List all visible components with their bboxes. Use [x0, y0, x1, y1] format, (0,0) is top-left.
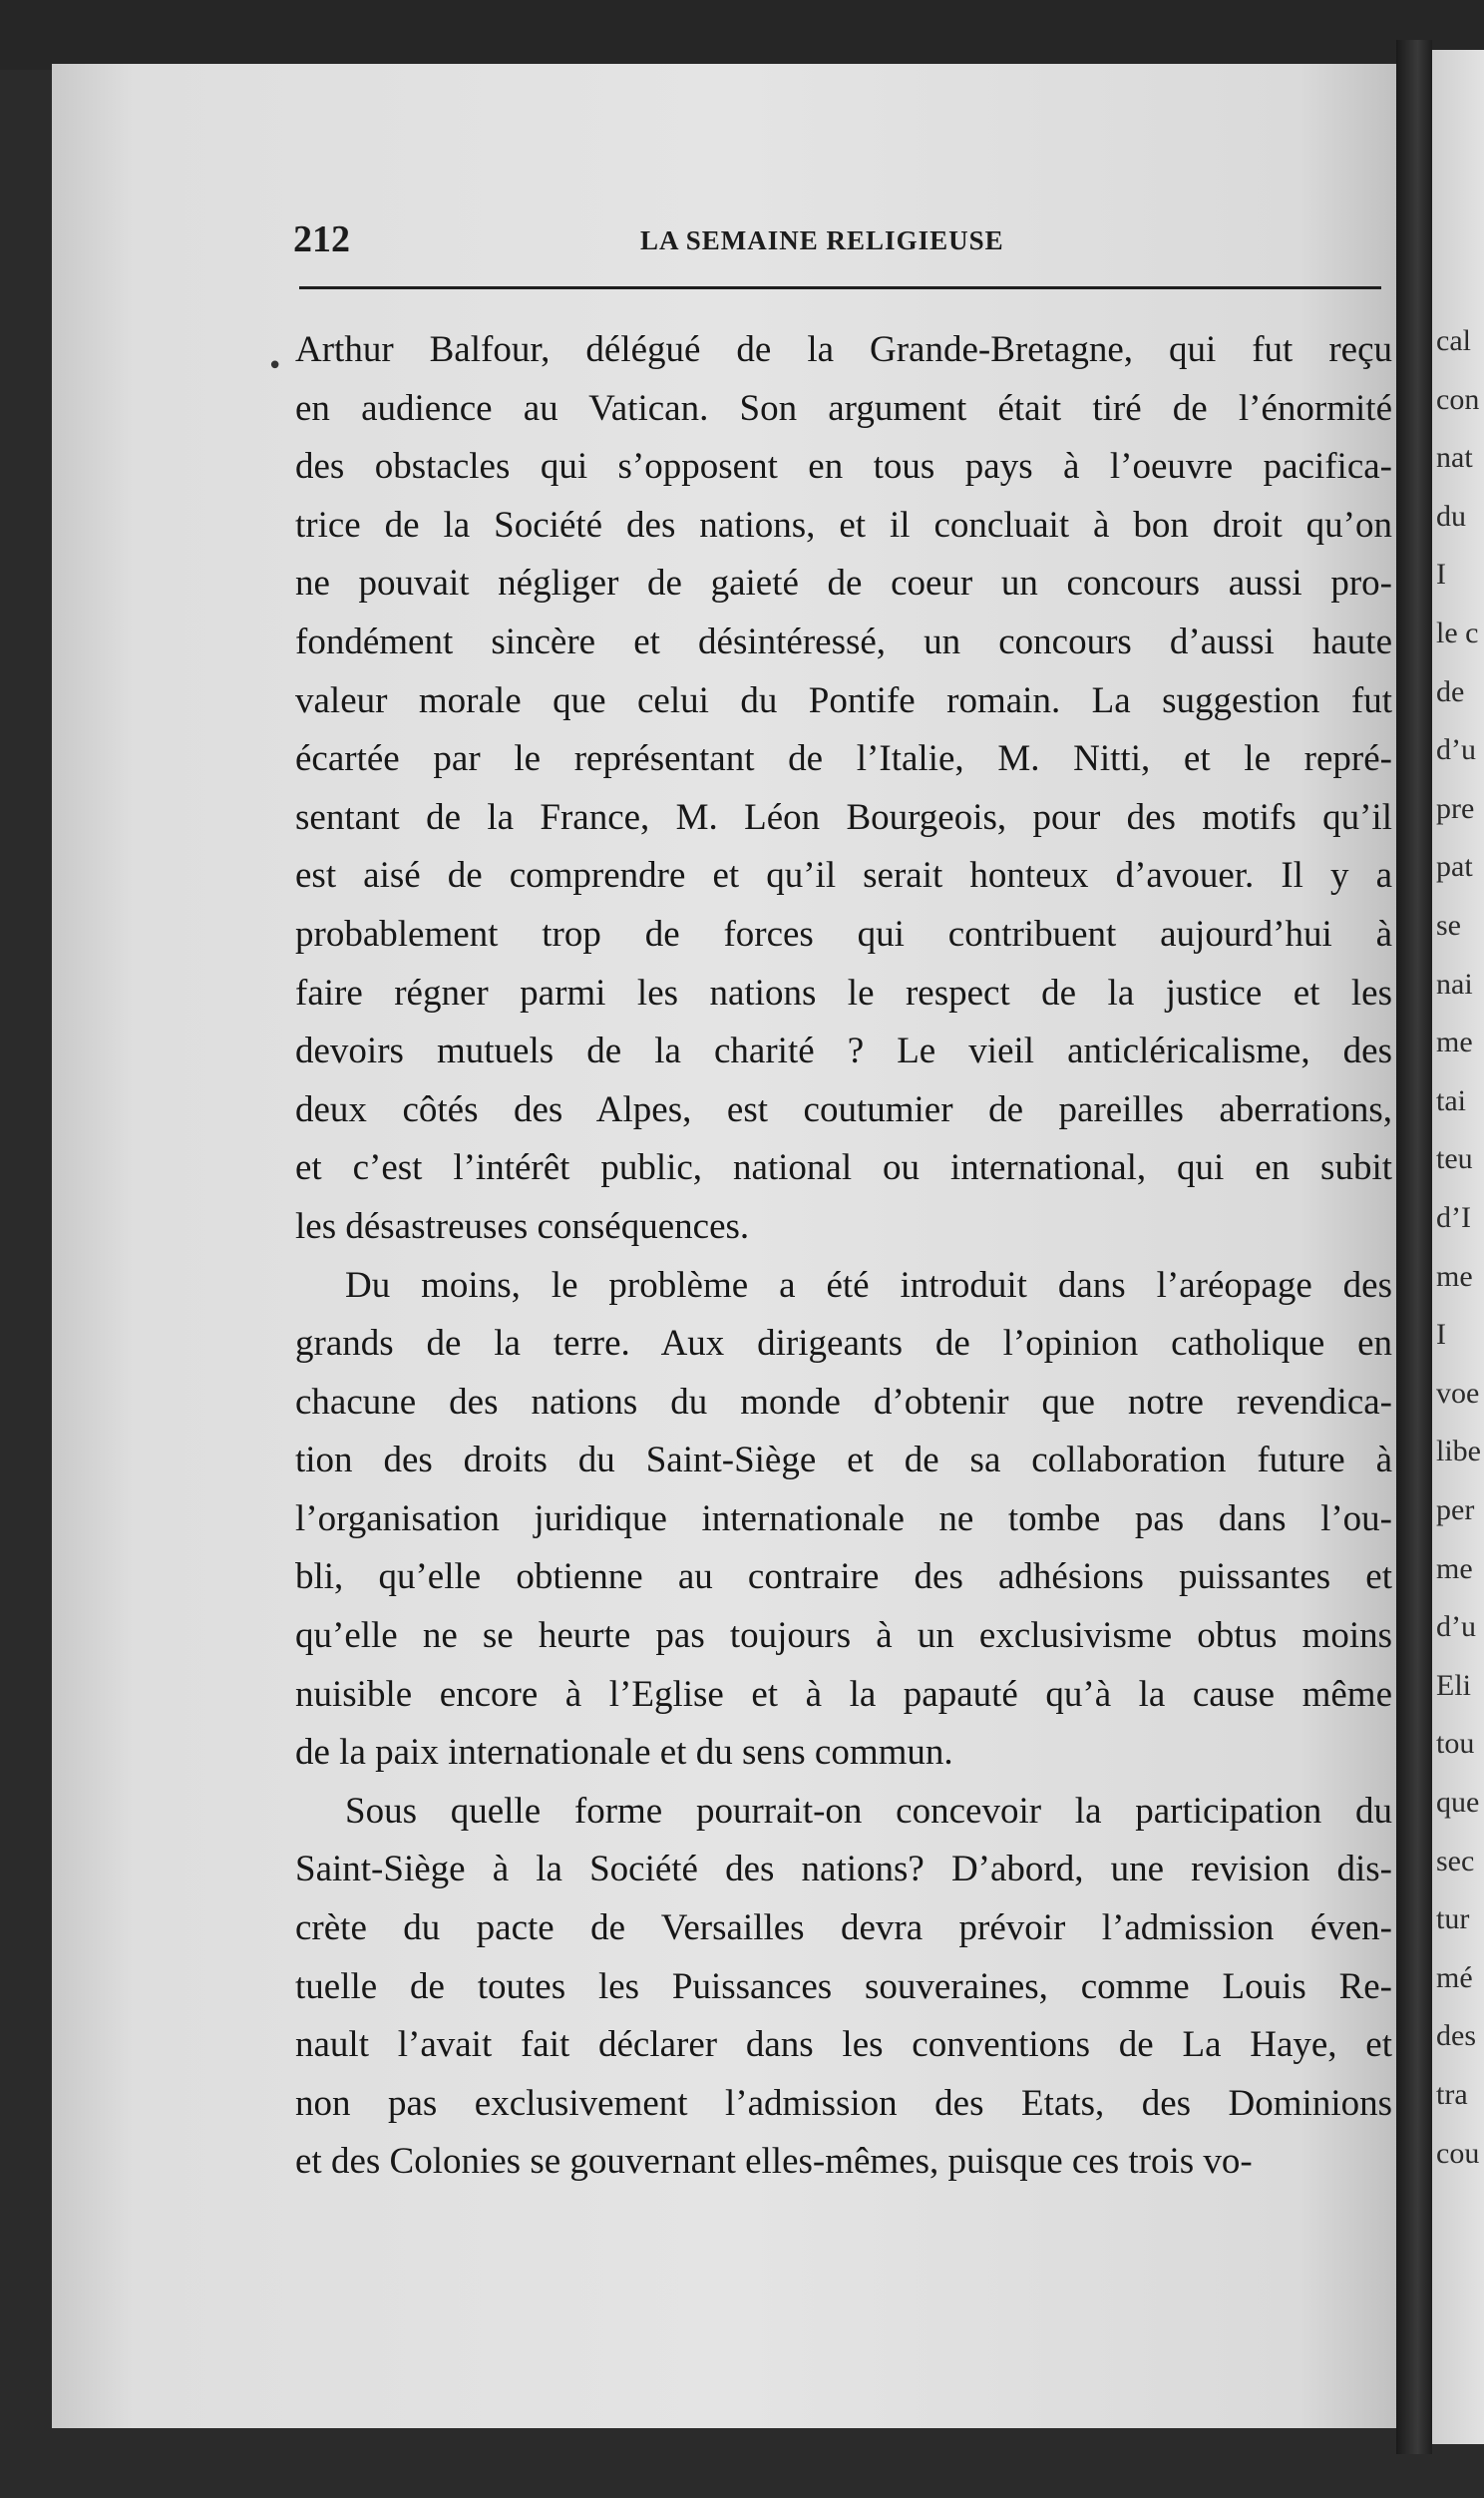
text-line: écartée par le représentant de l’Italie, M. Nitti, et le repré- — [295, 738, 1392, 780]
text-line: bli, qu’elle obtienne au contraire des adhésions puissantes et — [295, 1556, 1392, 1598]
facing-page-fragment: nat — [1436, 441, 1473, 475]
book-spine — [1396, 40, 1432, 2454]
text-line: ne pouvait négliger de gaieté de coeur un concours aussi pro- — [295, 563, 1392, 605]
text-line: faire régner parmi les nations le respect de la justice et les — [295, 972, 1392, 1014]
facing-page-fragment: libe — [1436, 1435, 1481, 1468]
facing-page-fragment: le c — [1436, 617, 1479, 649]
text-line: les désastreuses conséquences. — [295, 1205, 750, 1247]
facing-page-fragment: mé — [1436, 1960, 1473, 1994]
text-line: de la paix internationale et du sens commun. — [295, 1732, 953, 1774]
text-line: nuisible encore à l’Eglise et à la papauté qu’à la cause même — [295, 1673, 1392, 1715]
facing-page-fragment: me — [1436, 1026, 1473, 1059]
text-line: chacune des nations du monde d’obtenir que notre revendica- — [295, 1381, 1392, 1423]
text-line: crète du pacte de Versailles devra prévoir l’admission éven- — [295, 1907, 1392, 1949]
text-line: Saint-Siège à la Société des nations? D’abord, une revision dis- — [295, 1849, 1392, 1890]
facing-page-fragment: cal — [1436, 324, 1471, 357]
facing-page-fragment: de — [1436, 674, 1465, 708]
text-line: probablement trop de forces qui contribuent aujourd’hui à — [295, 913, 1392, 955]
facing-page-fragment: con — [1436, 382, 1480, 416]
facing-page-fragment: I — [1436, 558, 1446, 592]
facing-page-fragment: cou — [1436, 2136, 1480, 2170]
facing-page-fragment: voe — [1436, 1376, 1480, 1410]
facing-page-fragment: d’u — [1436, 733, 1476, 767]
facing-page-fragment: tra — [1436, 2078, 1468, 2111]
facing-page-fragment: que — [1436, 1786, 1480, 1819]
text-line: l’organisation juridique internationale ne tombe pas dans l’ou- — [295, 1497, 1392, 1539]
text-line: fondément sincère et désintéressé, un concours d’aussi haute — [295, 621, 1392, 662]
facing-page-fragment: tai — [1436, 1083, 1466, 1117]
text-line: tion des droits du Saint-Siège et de sa collaboration future à — [295, 1440, 1392, 1481]
text-line: en audience au Vatican. Son argument était tiré de l’énormité — [295, 387, 1392, 429]
facing-page-fragment: des — [1436, 2019, 1476, 2053]
text-line: qu’elle ne se heurte pas toujours à un exclusivisme obtus moins — [295, 1615, 1392, 1657]
paragraph-mark: • — [267, 351, 283, 381]
text-line: Sous quelle forme pourrait-on concevoir la participation du — [345, 1790, 1392, 1832]
header-rule — [299, 286, 1381, 289]
text-line: est aisé de comprendre et qu’il serait honteux d’avouer. Il y a — [295, 855, 1392, 897]
text-line: tuelle de toutes les Puissances souveraines, comme Louis Re- — [295, 1965, 1392, 2007]
text-line: Du moins, le problème a été introduit dans l’aréopage des — [345, 1264, 1392, 1306]
facing-page-fragment: I — [1436, 1318, 1446, 1352]
text-line: deux côtés des Alpes, est coutumier de pareilles aberrations, — [295, 1088, 1392, 1130]
facing-page-fragment: me — [1436, 1259, 1473, 1293]
facing-page-fragment: per — [1436, 1493, 1475, 1526]
text-line: trice de la Société des nations, et il concluait à bon droit qu’on — [295, 504, 1392, 546]
paragraph — [295, 1257, 1392, 1783]
facing-page-fragment: se — [1436, 909, 1461, 942]
facing-page-fragment: sec — [1436, 1844, 1475, 1877]
text-line: valeur morale que celui du Pontife romain. La suggestion fut — [295, 679, 1392, 721]
scan-border — [0, 0, 1484, 70]
text-line: Arthur Balfour, délégué de la Grande-Bretagne, qui fut reçu — [295, 329, 1392, 370]
facing-page-fragment: d’I — [1436, 1201, 1471, 1234]
text-line: devoirs mutuels de la charité ? Le vieil anticléricalisme, des — [295, 1031, 1392, 1072]
facing-page-fragment: pat — [1436, 850, 1473, 884]
facing-page-fragment: tou — [1436, 1727, 1475, 1761]
paragraph — [295, 1783, 1392, 2192]
facing-page — [1432, 50, 1484, 2444]
page-number: 212 — [293, 218, 350, 260]
page-header — [293, 217, 1380, 267]
text-line: sentant de la France, M. Léon Bourgeois, pour des motifs qu’il — [295, 796, 1392, 838]
facing-page-fragment: me — [1436, 1551, 1473, 1585]
body-text — [295, 321, 1392, 2192]
facing-page-fragment: du — [1436, 499, 1466, 533]
facing-page-fragment: pre — [1436, 791, 1475, 825]
text-line: et des Colonies se gouvernant elles-mêmes, puisque ces trois vo- — [295, 2141, 1253, 2183]
running-head: LA SEMAINE RELIGIEUSE — [640, 225, 1004, 255]
facing-page-fragment: nai — [1436, 967, 1473, 1001]
text-line: et c’est l’intérêt public, national ou international, qui en subit — [295, 1147, 1392, 1189]
facing-page-fragment: tur — [1436, 1902, 1470, 1936]
facing-page-fragment: Eli — [1436, 1668, 1471, 1702]
facing-page-fragment: d’u — [1436, 1610, 1476, 1644]
text-line: nault l’avait fait déclarer dans les conventions de La Haye, et — [295, 2024, 1392, 2066]
text-line: grands de la terre. Aux dirigeants de l’opinion catholique en — [295, 1323, 1392, 1365]
facing-page-fragment: teu — [1436, 1142, 1473, 1176]
text-line: non pas exclusivement l’admission des Etats, des Dominions — [295, 2082, 1392, 2124]
paragraph — [295, 321, 1392, 1257]
text-line: des obstacles qui s’opposent en tous pays à l’oeuvre pacifica- — [295, 446, 1392, 488]
